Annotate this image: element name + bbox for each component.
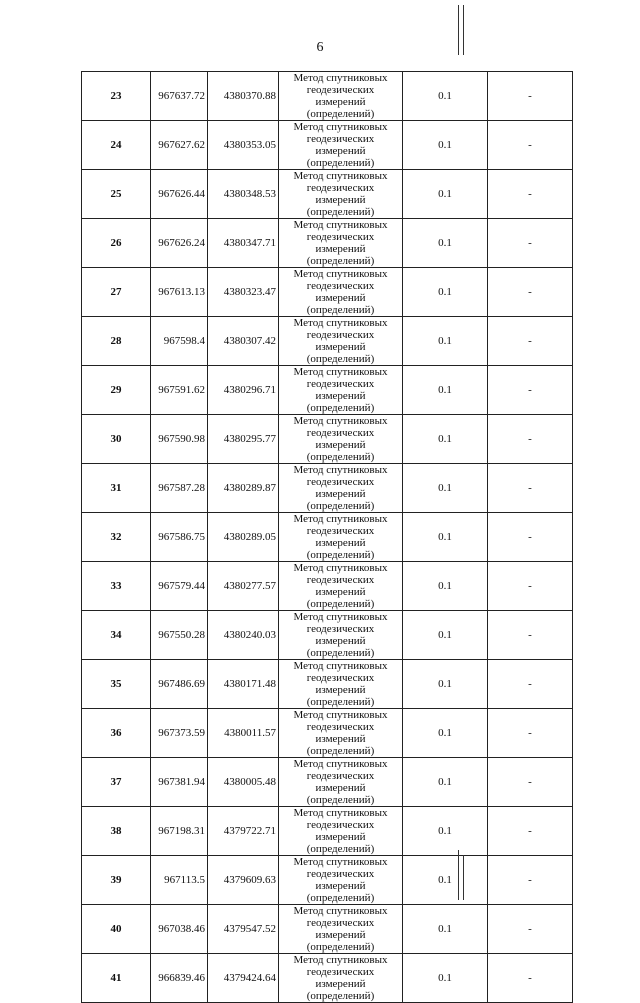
method-cell: Метод спутниковых геодезических измерений (определений) [279,758,403,807]
description-cell: - [488,415,573,464]
description-cell: - [488,611,573,660]
table-row [82,366,573,415]
y-coordinate-cell: 4380005.48 [208,758,279,807]
x-coordinate-cell: 967626.44 [151,170,208,219]
scan-artifact-mark [463,5,464,55]
accuracy-cell: 0.1 [403,954,488,1003]
accuracy-cell: 0.1 [403,513,488,562]
y-coordinate-cell: 4380370.88 [208,72,279,121]
y-coordinate-cell: 4380323.47 [208,268,279,317]
description-cell: - [488,709,573,758]
table-row [82,72,573,121]
point-number-cell: 37 [82,758,151,807]
description-cell: - [488,170,573,219]
accuracy-cell: 0.1 [403,758,488,807]
y-coordinate-cell: 4380171.48 [208,660,279,709]
accuracy-cell: 0.1 [403,268,488,317]
description-cell: - [488,660,573,709]
x-coordinate-cell: 967590.98 [151,415,208,464]
point-number-cell: 35 [82,660,151,709]
description-cell: - [488,513,573,562]
table-row [82,562,573,611]
x-coordinate-cell: 967550.28 [151,611,208,660]
description-cell: - [488,317,573,366]
accuracy-cell: 0.1 [403,807,488,856]
accuracy-cell: 0.1 [403,317,488,366]
accuracy-cell: 0.1 [403,562,488,611]
description-cell: - [488,905,573,954]
description-cell: - [488,758,573,807]
x-coordinate-cell: 967579.44 [151,562,208,611]
point-number-cell: 23 [82,72,151,121]
table-row [82,954,573,1003]
method-cell: Метод спутниковых геодезических измерений (определений) [279,121,403,170]
x-coordinate-cell: 967587.28 [151,464,208,513]
method-cell: Метод спутниковых геодезических измерений (определений) [279,72,403,121]
method-cell: Метод спутниковых геодезических измерений (определений) [279,611,403,660]
x-coordinate-cell: 967113.5 [151,856,208,905]
x-coordinate-cell: 967627.62 [151,121,208,170]
table-row [82,219,573,268]
y-coordinate-cell: 4379722.71 [208,807,279,856]
point-number-cell: 32 [82,513,151,562]
point-number-cell: 28 [82,317,151,366]
method-cell: Метод спутниковых геодезических измерений (определений) [279,170,403,219]
point-number-cell: 38 [82,807,151,856]
method-cell: Метод спутниковых геодезических измерений (определений) [279,513,403,562]
scan-artifact-mark [463,855,464,900]
table-row [82,807,573,856]
point-number-cell: 30 [82,415,151,464]
method-cell: Метод спутниковых геодезических измерений (определений) [279,317,403,366]
y-coordinate-cell: 4380347.71 [208,219,279,268]
accuracy-cell: 0.1 [403,660,488,709]
table-row [82,415,573,464]
table-row [82,317,573,366]
x-coordinate-cell: 967626.24 [151,219,208,268]
x-coordinate-cell: 967198.31 [151,807,208,856]
accuracy-cell: 0.1 [403,905,488,954]
accuracy-cell: 0.1 [403,72,488,121]
accuracy-cell: 0.1 [403,611,488,660]
point-number-cell: 24 [82,121,151,170]
table-row [82,856,573,905]
description-cell: - [488,219,573,268]
y-coordinate-cell: 4380240.03 [208,611,279,660]
method-cell: Метод спутниковых геодезических измерений (определений) [279,807,403,856]
y-coordinate-cell: 4380296.71 [208,366,279,415]
method-cell: Метод спутниковых геодезических измерений (определений) [279,219,403,268]
x-coordinate-cell: 967591.62 [151,366,208,415]
table-row [82,758,573,807]
method-cell: Метод спутниковых геодезических измерений (определений) [279,562,403,611]
point-number-cell: 39 [82,856,151,905]
description-cell: - [488,121,573,170]
y-coordinate-cell: 4380289.87 [208,464,279,513]
table-row [82,709,573,758]
x-coordinate-cell: 967038.46 [151,905,208,954]
method-cell: Метод спутниковых геодезических измерений (определений) [279,464,403,513]
accuracy-cell: 0.1 [403,366,488,415]
point-number-cell: 36 [82,709,151,758]
accuracy-cell: 0.1 [403,170,488,219]
y-coordinate-cell: 4379547.52 [208,905,279,954]
y-coordinate-cell: 4380277.57 [208,562,279,611]
description-cell: - [488,464,573,513]
table-row [82,513,573,562]
x-coordinate-cell: 966839.46 [151,954,208,1003]
point-number-cell: 27 [82,268,151,317]
point-number-cell: 33 [82,562,151,611]
y-coordinate-cell: 4379424.64 [208,954,279,1003]
method-cell: Метод спутниковых геодезических измерений (определений) [279,709,403,758]
point-number-cell: 41 [82,954,151,1003]
description-cell: - [488,856,573,905]
table-row [82,464,573,513]
y-coordinate-cell: 4380295.77 [208,415,279,464]
method-cell: Метод спутниковых геодезических измерений (определений) [279,366,403,415]
x-coordinate-cell: 967613.13 [151,268,208,317]
method-cell: Метод спутниковых геодезических измерений (определений) [279,660,403,709]
point-number-cell: 25 [82,170,151,219]
table-row [82,611,573,660]
description-cell: - [488,72,573,121]
description-cell: - [488,268,573,317]
point-number-cell: 26 [82,219,151,268]
y-coordinate-cell: 4380348.53 [208,170,279,219]
method-cell: Метод спутниковых геодезических измерений (определений) [279,954,403,1003]
method-cell: Метод спутниковых геодезических измерений (определений) [279,856,403,905]
table-row [82,170,573,219]
y-coordinate-cell: 4380289.05 [208,513,279,562]
method-cell: Метод спутниковых геодезических измерений (определений) [279,268,403,317]
y-coordinate-cell: 4380307.42 [208,317,279,366]
x-coordinate-cell: 967373.59 [151,709,208,758]
table-row [82,268,573,317]
y-coordinate-cell: 4380011.57 [208,709,279,758]
point-number-cell: 34 [82,611,151,660]
description-cell: - [488,366,573,415]
point-number-cell: 29 [82,366,151,415]
table-body [82,72,573,1003]
x-coordinate-cell: 967381.94 [151,758,208,807]
point-number-cell: 31 [82,464,151,513]
table-row [82,660,573,709]
accuracy-cell: 0.1 [403,464,488,513]
coordinates-table [81,71,573,1003]
description-cell: - [488,807,573,856]
accuracy-cell: 0.1 [403,121,488,170]
accuracy-cell: 0.1 [403,415,488,464]
point-number-cell: 40 [82,905,151,954]
y-coordinate-cell: 4379609.63 [208,856,279,905]
x-coordinate-cell: 967598.4 [151,317,208,366]
x-coordinate-cell: 967586.75 [151,513,208,562]
accuracy-cell: 0.1 [403,709,488,758]
scan-artifact-mark [458,850,459,900]
accuracy-cell: 0.1 [403,219,488,268]
x-coordinate-cell: 967486.69 [151,660,208,709]
description-cell: - [488,562,573,611]
x-coordinate-cell: 967637.72 [151,72,208,121]
y-coordinate-cell: 4380353.05 [208,121,279,170]
table-row [82,905,573,954]
accuracy-cell: 0.1 [403,856,488,905]
table-row [82,121,573,170]
page-number: 6 [316,40,324,55]
method-cell: Метод спутниковых геодезических измерений (определений) [279,905,403,954]
method-cell: Метод спутниковых геодезических измерений (определений) [279,415,403,464]
description-cell: - [488,954,573,1003]
scan-artifact-mark [458,5,459,55]
